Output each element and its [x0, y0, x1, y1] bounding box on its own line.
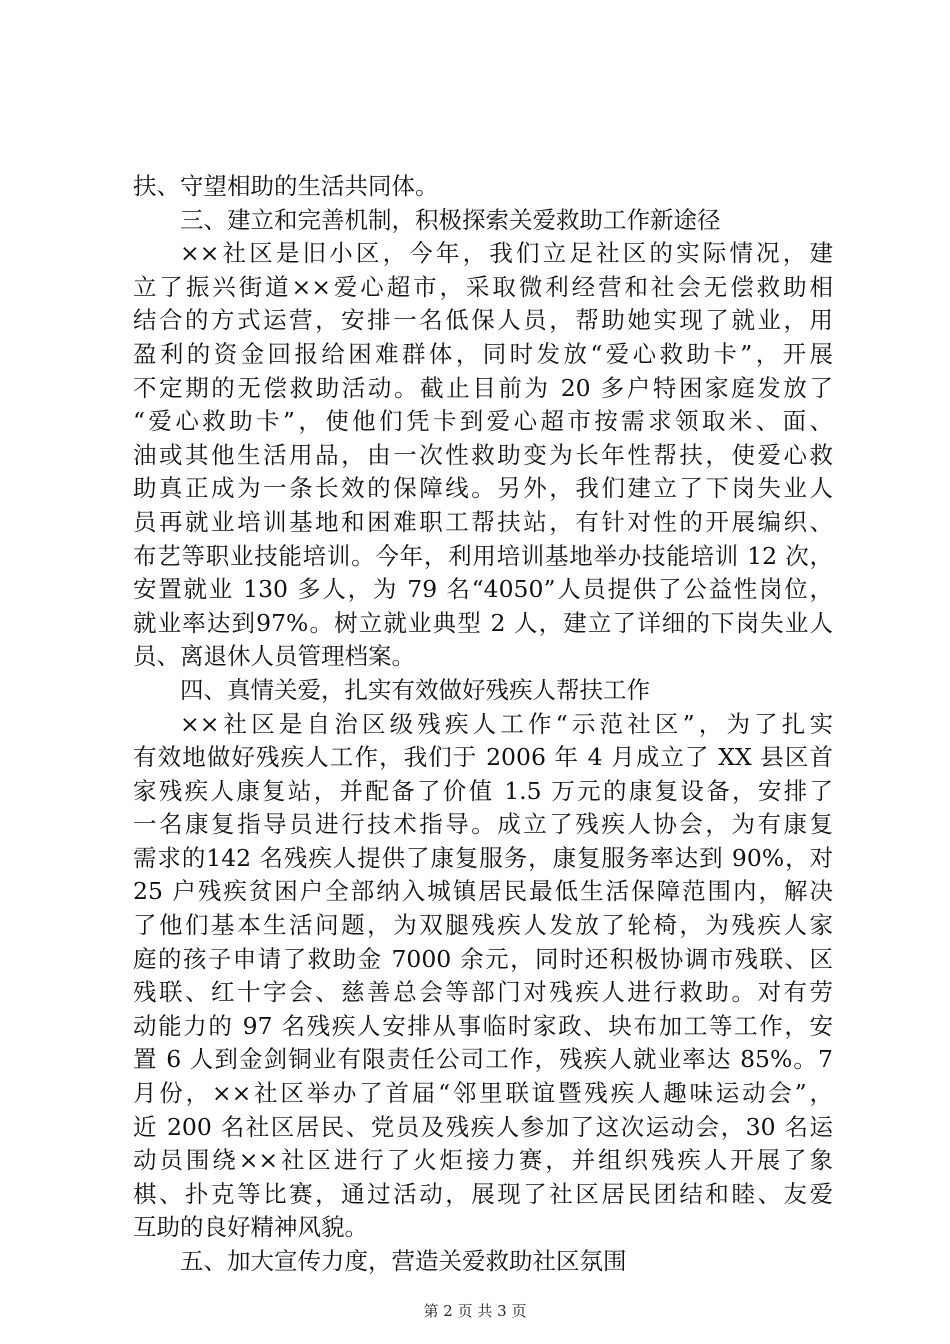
text-line: 助真正成为一条长效的保障线。另外，我们建立了下岗失业人: [133, 474, 833, 503]
text-line: 25 户残疾贫困户全部纳入城镇居民最低生活保障范围内，解决: [133, 877, 833, 906]
text-line: 了他们基本生活问题，为双腿残疾人发放了轮椅，为残疾人家: [133, 911, 833, 940]
text-line: 庭的孩子申请了救助金 7000 余元，同时还积极协调市残联、区: [133, 944, 833, 973]
text-line: 动员围绕××社区进行了火炬接力赛，并组织残疾人开展了象: [133, 1146, 833, 1175]
text-line: 员再就业培训基地和困难职工帮扶站，有针对性的开展编织、: [133, 507, 833, 536]
text-line: 动能力的 97 名残疾人安排从事临时家政、块布加工等工作，安: [133, 1011, 833, 1040]
text-line: 扶、守望相助的生活共同体。: [133, 172, 439, 200]
text-line: 家残疾人康复站，并配备了价值 1.5 万元的康复设备，安排了: [133, 776, 833, 805]
text-line: 结合的方式运营，安排一名低保人员，帮助她实现了就业，用: [133, 306, 833, 335]
text-line: 月份，××社区举办了首届“邻里联谊暨残疾人趣味运动会”，: [133, 1079, 833, 1108]
text-line: 有效地做好残疾人工作，我们于 2006 年 4 月成立了 XX 县区首: [133, 743, 833, 772]
text-line: 五、加大宣传力度，营造关爱救助社区氛围: [180, 1247, 627, 1275]
page-footer: 第 2 页 共 3 页: [423, 1302, 527, 1320]
text-line: 布艺等职业技能培训。今年，利用培训基地举办技能培训 12 次，: [133, 541, 833, 570]
text-line: 员、离退休人员管理档案。: [133, 642, 415, 671]
text-line: ××社区是自治区级残疾人工作“示范社区”，为了扎实: [180, 709, 833, 738]
text-line: 需求的142 名残疾人提供了康复服务，康复服务率达到 90%，对: [133, 843, 833, 872]
text-line: ××社区是旧小区，今年，我们立足社区的实际情况，建: [180, 239, 833, 268]
text-line: 残联、红十字会、慈善总会等部门对残疾人进行救助。对有劳: [133, 978, 833, 1007]
text-line: 棋、扑克等比赛，通过活动，展现了社区居民团结和睦、友爱: [133, 1179, 833, 1208]
text-line: 置 6 人到金剑铜业有限责任公司工作，残疾人就业率达 85%。7: [133, 1045, 833, 1074]
text-line: 油或其他生活用品，由一次性救助变为长年性帮扶，使爱心救: [133, 440, 833, 469]
text-line: 互助的良好精神风貌。: [133, 1213, 368, 1242]
text-line: 就业率达到97%。树立就业典型 2 人，建立了详细的下岗失业人: [133, 608, 833, 637]
document-body: [133, 170, 833, 1279]
text-line: 一名康复指导员进行技术指导。成立了残疾人协会，为有康复: [133, 810, 833, 839]
text-line: 立了振兴街道××爱心超市，采取微利经营和社会无偿救助相: [133, 272, 833, 301]
text-line: 四、真情关爱，扎实有效做好残疾人帮扶工作: [180, 675, 650, 704]
text-line: 不定期的无偿救助活动。截止目前为 20 多户特困家庭发放了: [133, 373, 833, 402]
text-line: 三、建立和完善机制，积极探索关爱救助工作新途径: [180, 205, 721, 234]
text-line: “爱心救助卡”，使他们凭卡到爱心超市按需求领取米、面、: [133, 407, 833, 436]
text-line: 安置就业 130 多人，为 79 名“4050”人员提供了公益性岗位，: [133, 575, 833, 604]
text-line: 近 200 名社区居民、党员及残疾人参加了这次运动会，30 名运: [133, 1112, 833, 1141]
text-line: 盈利的资金回报给困难群体，同时发放“爱心救助卡”，开展: [133, 339, 833, 368]
